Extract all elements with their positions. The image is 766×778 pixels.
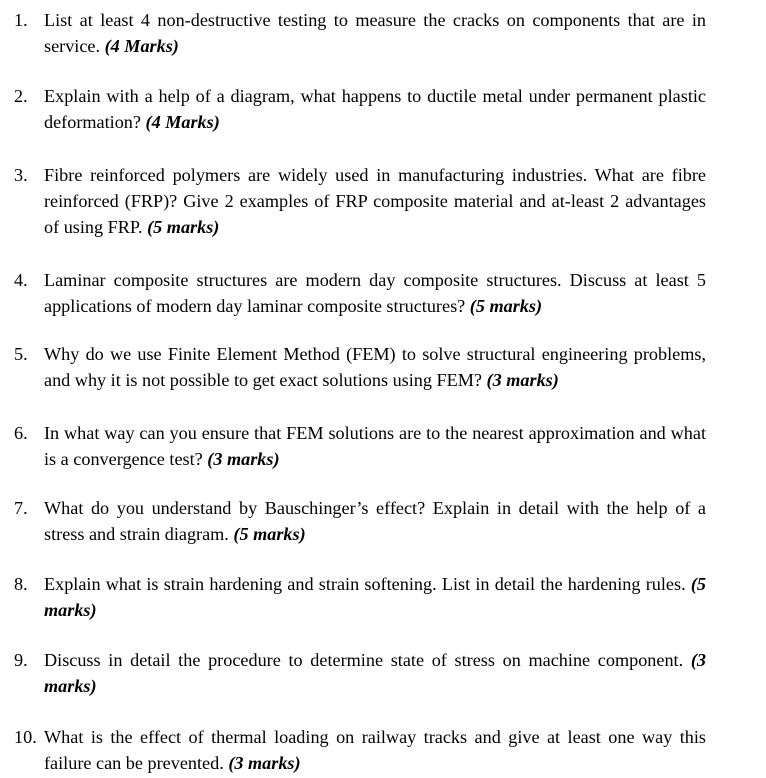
question-text: Explain what is strain hardening and strain softening. List in detail the hardening rules.	[44, 574, 686, 594]
question-5	[14, 341, 706, 393]
question-text: Laminar composite structures are modern day composite structures. Discuss at least 5 applications of modern day laminar composite structures?	[44, 270, 706, 316]
question-text: What do you understand by Bauschinger’s effect? Explain in detail with the help of a stress and strain diagram.	[44, 498, 706, 544]
question-text: Explain with a help of a diagram, what happens to ductile metal under permanent plastic deformation?	[44, 86, 706, 132]
question-number: 3.	[14, 165, 28, 185]
question-text: What is the effect of thermal loading on railway tracks and give at least one way this failure can be prevented.	[44, 727, 706, 773]
question-9	[14, 647, 706, 699]
question-10	[14, 724, 706, 776]
question-marks: (5 marks)	[233, 524, 306, 544]
question-marks: (4 Marks)	[145, 112, 220, 132]
question-marks: (3 marks)	[44, 650, 707, 696]
question-8	[14, 571, 706, 623]
question-text: In what way can you ensure that FEM solutions are to the nearest approximation and what is a convergence test?	[44, 423, 706, 469]
question-text: List at least 4 non-destructive testing to measure the cracks on components that are in service.	[44, 10, 706, 56]
question-marks: (3 marks)	[207, 449, 280, 469]
question-6	[14, 420, 706, 472]
question-number: 8.	[14, 574, 28, 594]
question-text: Fibre reinforced polymers are widely used in manufacturing industries. What are fibre reinforced (FRP)? Give 2 examples of FRP composite material and at-least 2 advantages of using FRP.	[44, 165, 706, 237]
question-7	[14, 495, 706, 547]
question-marks: (5 marks)	[469, 296, 543, 316]
question-number: 1.	[14, 10, 28, 30]
question-number: 10.	[14, 727, 37, 747]
question-2	[14, 83, 706, 135]
question-marks: (5 marks)	[44, 574, 706, 620]
question-1	[14, 7, 706, 59]
question-number: 6.	[14, 423, 28, 443]
question-marks: (3 marks)	[486, 370, 559, 390]
question-text: Discuss in detail the procedure to determine state of stress on machine component.	[44, 650, 684, 670]
question-number: 2.	[14, 86, 28, 106]
question-marks: (4 Marks)	[104, 36, 179, 56]
question-number: 4.	[14, 270, 28, 290]
question-marks: (3 marks)	[228, 753, 301, 773]
question-number: 7.	[14, 498, 28, 518]
question-3	[14, 162, 706, 240]
question-number: 9.	[14, 650, 28, 670]
question-number: 5.	[14, 344, 28, 364]
question-marks: (5 marks)	[147, 217, 220, 237]
question-4	[14, 267, 706, 319]
question-text: Why do we use Finite Element Method (FEM) to solve structural engineering problems, and why it is not possible to get exact solutions using FEM?	[44, 344, 706, 390]
